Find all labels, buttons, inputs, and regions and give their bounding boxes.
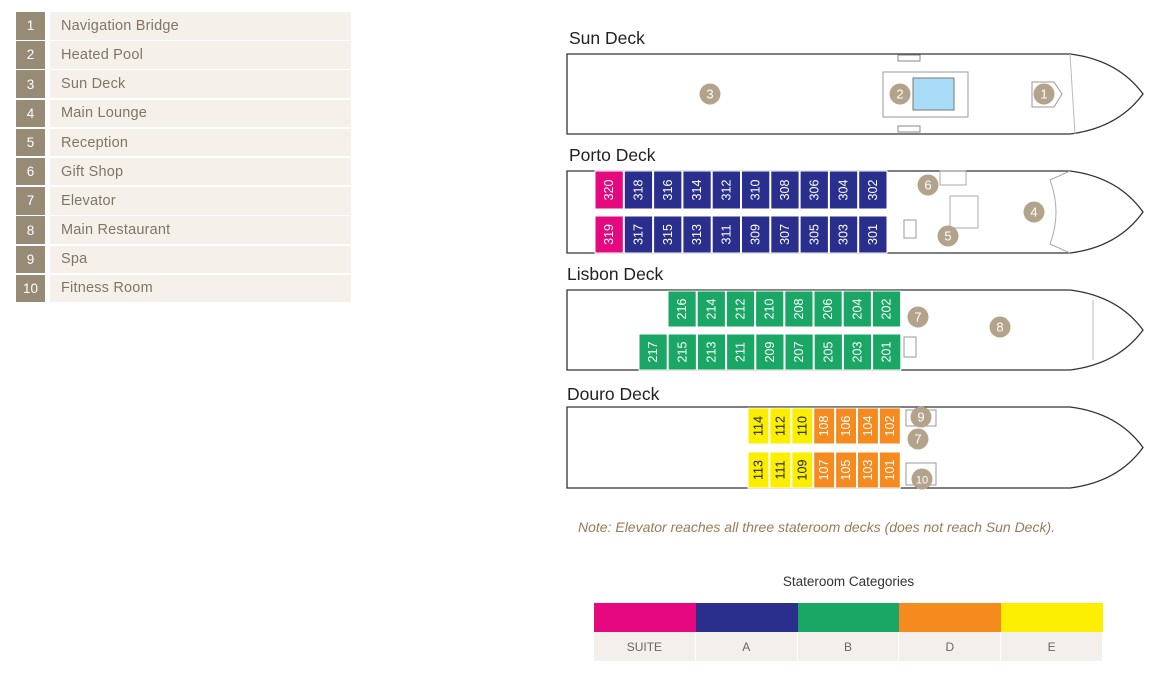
legend-number: 4 (16, 100, 45, 128)
sun-deck-hull (567, 54, 1143, 134)
legend-label: Sun Deck (50, 70, 351, 98)
cabin-number: 205 (821, 341, 836, 363)
cabin-number: 311 (719, 224, 734, 245)
elevator-note: Note: Elevator reaches all three stateroom decks (does not reach Sun Deck). (578, 519, 1056, 535)
legend-number: 1 (16, 12, 45, 40)
legend-number: 3 (16, 70, 45, 98)
category-label: D (899, 632, 1001, 661)
cabin-number: 102 (882, 415, 897, 437)
marker-label: 6 (924, 177, 932, 193)
category-a (696, 603, 798, 661)
category-swatch (696, 603, 798, 632)
category-swatch (899, 603, 1001, 632)
category-label: B (798, 632, 900, 661)
cabin-number: 320 (602, 179, 617, 201)
cabin-number: 304 (836, 179, 851, 201)
cabin-number: 317 (631, 224, 646, 245)
cabin-number: 302 (865, 179, 880, 201)
cabin-number: 316 (660, 179, 675, 201)
cabin-number: 211 (733, 342, 748, 362)
marker-label: 5 (944, 228, 952, 244)
categories-title: Stateroom Categories (782, 574, 915, 589)
cabin-number: 103 (860, 459, 875, 481)
category-label: A (696, 632, 798, 661)
cabin-number: 212 (733, 298, 748, 320)
cabin-number: 113 (751, 460, 766, 480)
cabin-number: 207 (792, 341, 807, 363)
category-swatch (798, 603, 900, 632)
cabin-number: 213 (704, 341, 719, 363)
cabin-number: 201 (879, 341, 894, 363)
category-swatch (594, 603, 696, 632)
marker-label: 9 (917, 409, 925, 425)
legend-number: 5 (16, 129, 45, 157)
cabin-number: 109 (795, 459, 810, 481)
cabin-number: 112 (773, 416, 788, 436)
cabin-number: 214 (704, 298, 719, 320)
category-suite (594, 603, 696, 661)
sun-deck-title: Sun Deck (569, 28, 645, 48)
categories-legend (594, 603, 1103, 661)
cabin-number: 301 (865, 224, 880, 245)
cabin-number: 306 (807, 179, 822, 201)
legend-number: 10 (16, 275, 45, 303)
cabin-number: 204 (850, 298, 865, 320)
cabin-number: 303 (836, 224, 851, 245)
cabin-number: 114 (751, 416, 766, 436)
cabin-number: 315 (660, 224, 675, 245)
cabin-number: 101 (882, 459, 897, 481)
cabin-number: 215 (675, 341, 690, 363)
legend-number: 8 (16, 216, 45, 244)
category-label: E (1001, 632, 1103, 661)
legend-label: Heated Pool (50, 41, 351, 69)
cabin-number: 209 (762, 341, 777, 363)
marker-label: 10 (915, 474, 929, 487)
legend-label: Gift Shop (50, 158, 351, 186)
cabin-number: 313 (690, 224, 705, 245)
legend-label: Elevator (50, 187, 351, 215)
cabin-number: 106 (839, 415, 854, 437)
cabin-number: 217 (646, 341, 661, 363)
legend-label: Navigation Bridge (50, 12, 351, 40)
marker-label: 4 (1030, 204, 1038, 220)
legend-number: 2 (16, 41, 45, 69)
legend-label: Fitness Room (50, 275, 351, 303)
cabin-number: 305 (807, 224, 822, 245)
lisbon-deck-title: Lisbon Deck (567, 264, 664, 284)
marker-label: 7 (914, 309, 922, 325)
category-b (798, 603, 900, 661)
category-e (1001, 603, 1103, 661)
cabin-number: 216 (675, 298, 690, 320)
marker-label: 2 (896, 86, 904, 102)
legend-label: Spa (50, 246, 351, 274)
legend-label: Main Restaurant (50, 216, 351, 244)
marker-label: 8 (996, 319, 1004, 335)
cabin-number: 310 (748, 179, 763, 201)
category-swatch (1001, 603, 1103, 632)
heated-pool-shape (913, 78, 954, 110)
marker-label: 1 (1040, 86, 1048, 102)
cabin-number: 307 (777, 224, 792, 245)
cabin-number: 107 (817, 459, 832, 481)
cabin-number: 203 (850, 341, 865, 363)
category-label: SUITE (594, 632, 696, 661)
cabin-number: 202 (879, 298, 894, 320)
cabin-number: 111 (773, 460, 788, 480)
cabin-number: 210 (762, 298, 777, 320)
cabin-number: 312 (719, 179, 734, 201)
cabin-number: 319 (602, 224, 617, 245)
category-d (899, 603, 1001, 661)
marker-label: 7 (914, 431, 922, 447)
douro-deck-title: Douro Deck (567, 384, 660, 404)
legend-number: 9 (16, 246, 45, 274)
legend-number: 7 (16, 187, 45, 215)
cabin-number: 105 (839, 459, 854, 481)
cabin-number: 308 (777, 179, 792, 201)
legend-label: Reception (50, 129, 351, 157)
cabin-number: 110 (795, 416, 810, 436)
marker-label: 3 (706, 86, 714, 102)
cabin-number: 104 (860, 415, 875, 437)
cabin-number: 318 (631, 179, 646, 201)
cabin-number: 309 (748, 224, 763, 245)
legend-label: Main Lounge (50, 100, 351, 128)
cabin-number: 314 (690, 179, 705, 201)
porto-deck-title: Porto Deck (569, 145, 656, 165)
cabin-number: 108 (817, 415, 832, 437)
cabin-number: 208 (791, 298, 806, 320)
legend-number: 6 (16, 158, 45, 186)
cabin-number: 206 (821, 298, 836, 320)
